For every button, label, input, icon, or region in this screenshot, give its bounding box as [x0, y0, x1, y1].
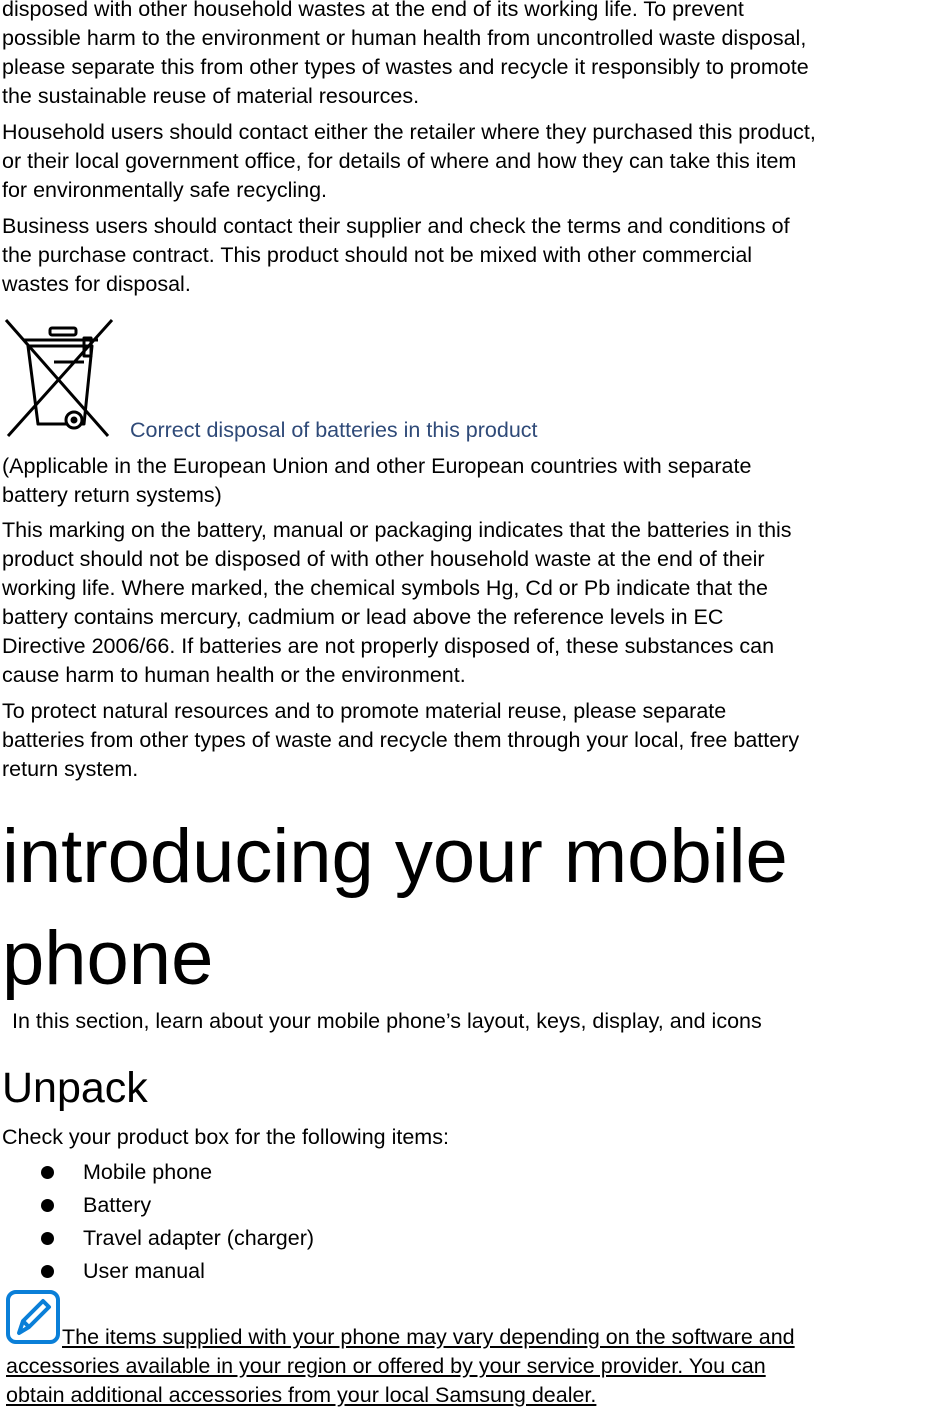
chapter-title-line: introducing your mobile	[2, 814, 788, 899]
business-paragraph	[2, 212, 945, 299]
text-line: the purchase contract. This product should not be mixed with other commercial	[2, 243, 753, 267]
protect-paragraph	[2, 697, 945, 784]
note-line: accessories available in your region or offered by your service provider. You can	[6, 1354, 766, 1378]
text-line: Business users should contact their supplier and check the terms and conditions of	[2, 214, 790, 238]
text-line: Household users should contact either the retailer where they purchased this product,	[2, 120, 816, 144]
text-line: product should not be disposed of with other household waste at the end of their	[2, 547, 765, 571]
text-line: cause harm to human health or the environment.	[2, 663, 466, 687]
battery-disposal-caption: Correct disposal of batteries in this product	[130, 418, 538, 442]
bullet-icon	[41, 1232, 54, 1245]
list-item-label: Mobile phone	[83, 1160, 213, 1184]
text-line: for environmentally safe recycling.	[2, 178, 328, 202]
text-line: the sustainable reuse of material resources.	[2, 84, 420, 108]
text-line: disposed with other household wastes at the end of its working life. To prevent	[2, 0, 744, 21]
text-line: battery contains mercury, cadmium or lead above the reference levels in EC	[2, 605, 724, 629]
crossed-out-bin-icon	[0, 316, 118, 442]
bullet-icon	[41, 1166, 54, 1179]
bullet-icon	[41, 1265, 54, 1278]
chapter-title	[2, 806, 788, 1010]
unpack-heading: Unpack	[2, 1064, 148, 1112]
text-line: This marking on the battery, manual or packaging indicates that the batteries in this	[2, 518, 792, 542]
bullet-icon	[41, 1199, 54, 1212]
text-line: or their local government office, for details of where and how they can take this item	[2, 149, 797, 173]
text-line: return system.	[2, 757, 139, 781]
applicable-paragraph	[2, 452, 945, 510]
text-line: wastes for disposal.	[2, 272, 191, 296]
note-line: obtain additional accessories from your local Samsung dealer.	[6, 1383, 597, 1407]
marking-paragraph	[2, 516, 945, 690]
text-line: possible harm to the environment or human health from uncontrolled waste disposal,	[2, 26, 807, 50]
household-paragraph	[2, 118, 945, 205]
text-line: batteries from other types of waste and recycle them through your local, free battery	[2, 728, 800, 752]
chapter-subtitle: In this section, learn about your mobile phone’s layout, keys, display, and icons	[12, 1009, 762, 1033]
text-line: To protect natural resources and to promote material reuse, please separate	[2, 699, 727, 723]
text-line: (Applicable in the European Union and other European countries with separate	[2, 454, 752, 478]
text-line: working life. Where marked, the chemical symbols Hg, Cd or Pb indicate that the	[2, 576, 768, 600]
text-line: please separate this from other types of wastes and recycle it responsibly to promote	[2, 55, 809, 79]
chapter-title-line: phone	[2, 916, 214, 1001]
note-line: The items supplied with your phone may vary depending on the software and	[62, 1325, 795, 1349]
list-item-label: User manual	[83, 1259, 205, 1283]
text-line: battery return systems)	[2, 483, 222, 507]
unpack-intro: Check your product box for the following items:	[2, 1125, 449, 1149]
list-item-label: Battery	[83, 1193, 152, 1217]
note-text	[6, 1323, 795, 1410]
intro-paragraph	[2, 0, 945, 111]
text-line: Directive 2006/66. If batteries are not properly disposed of, these substances can	[2, 634, 775, 658]
list-item-label: Travel adapter (charger)	[83, 1226, 315, 1250]
